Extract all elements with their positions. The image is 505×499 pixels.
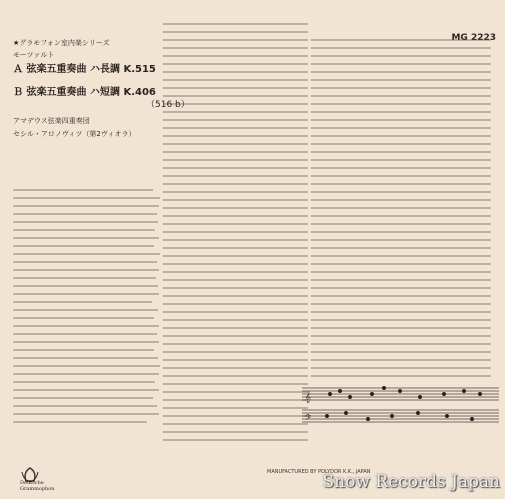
side-b-title: 弦楽五重奏曲 ハ短調 K.406 xyxy=(26,87,156,98)
svg-text:𝄞: 𝄞 xyxy=(305,392,311,403)
performers: アマデウス弦楽四重奏団 xyxy=(13,117,90,125)
side-a-label: Ａ xyxy=(13,64,23,75)
catalog-number: MG 2223 xyxy=(451,33,496,43)
side-b-subtitle: （516 b） xyxy=(146,100,190,110)
side-b-label: Ｂ xyxy=(13,87,23,98)
logo-text: Deutsche Grammophon xyxy=(20,480,55,492)
title-b xyxy=(13,87,156,99)
composer: モーツァルト xyxy=(13,51,55,59)
deutsche-grammophon-logo xyxy=(15,466,55,492)
side-a-title: 弦楽五重奏曲 ハ長調 K.515 xyxy=(26,64,156,75)
svg-text:𝄢: 𝄢 xyxy=(305,414,312,425)
footer-manufacturer: MANUFACTURED BY POLYDOR K.K., JAPAN xyxy=(267,469,371,475)
watermark: Snow Records Japan xyxy=(322,472,500,492)
series-line: ★グラモフォン室内楽シリーズ xyxy=(13,39,110,47)
musical-excerpt-image xyxy=(302,381,499,429)
title-a xyxy=(13,64,156,76)
guest-performer: セシル・アロノヴィツ（第2ヴィオラ） xyxy=(13,130,136,138)
